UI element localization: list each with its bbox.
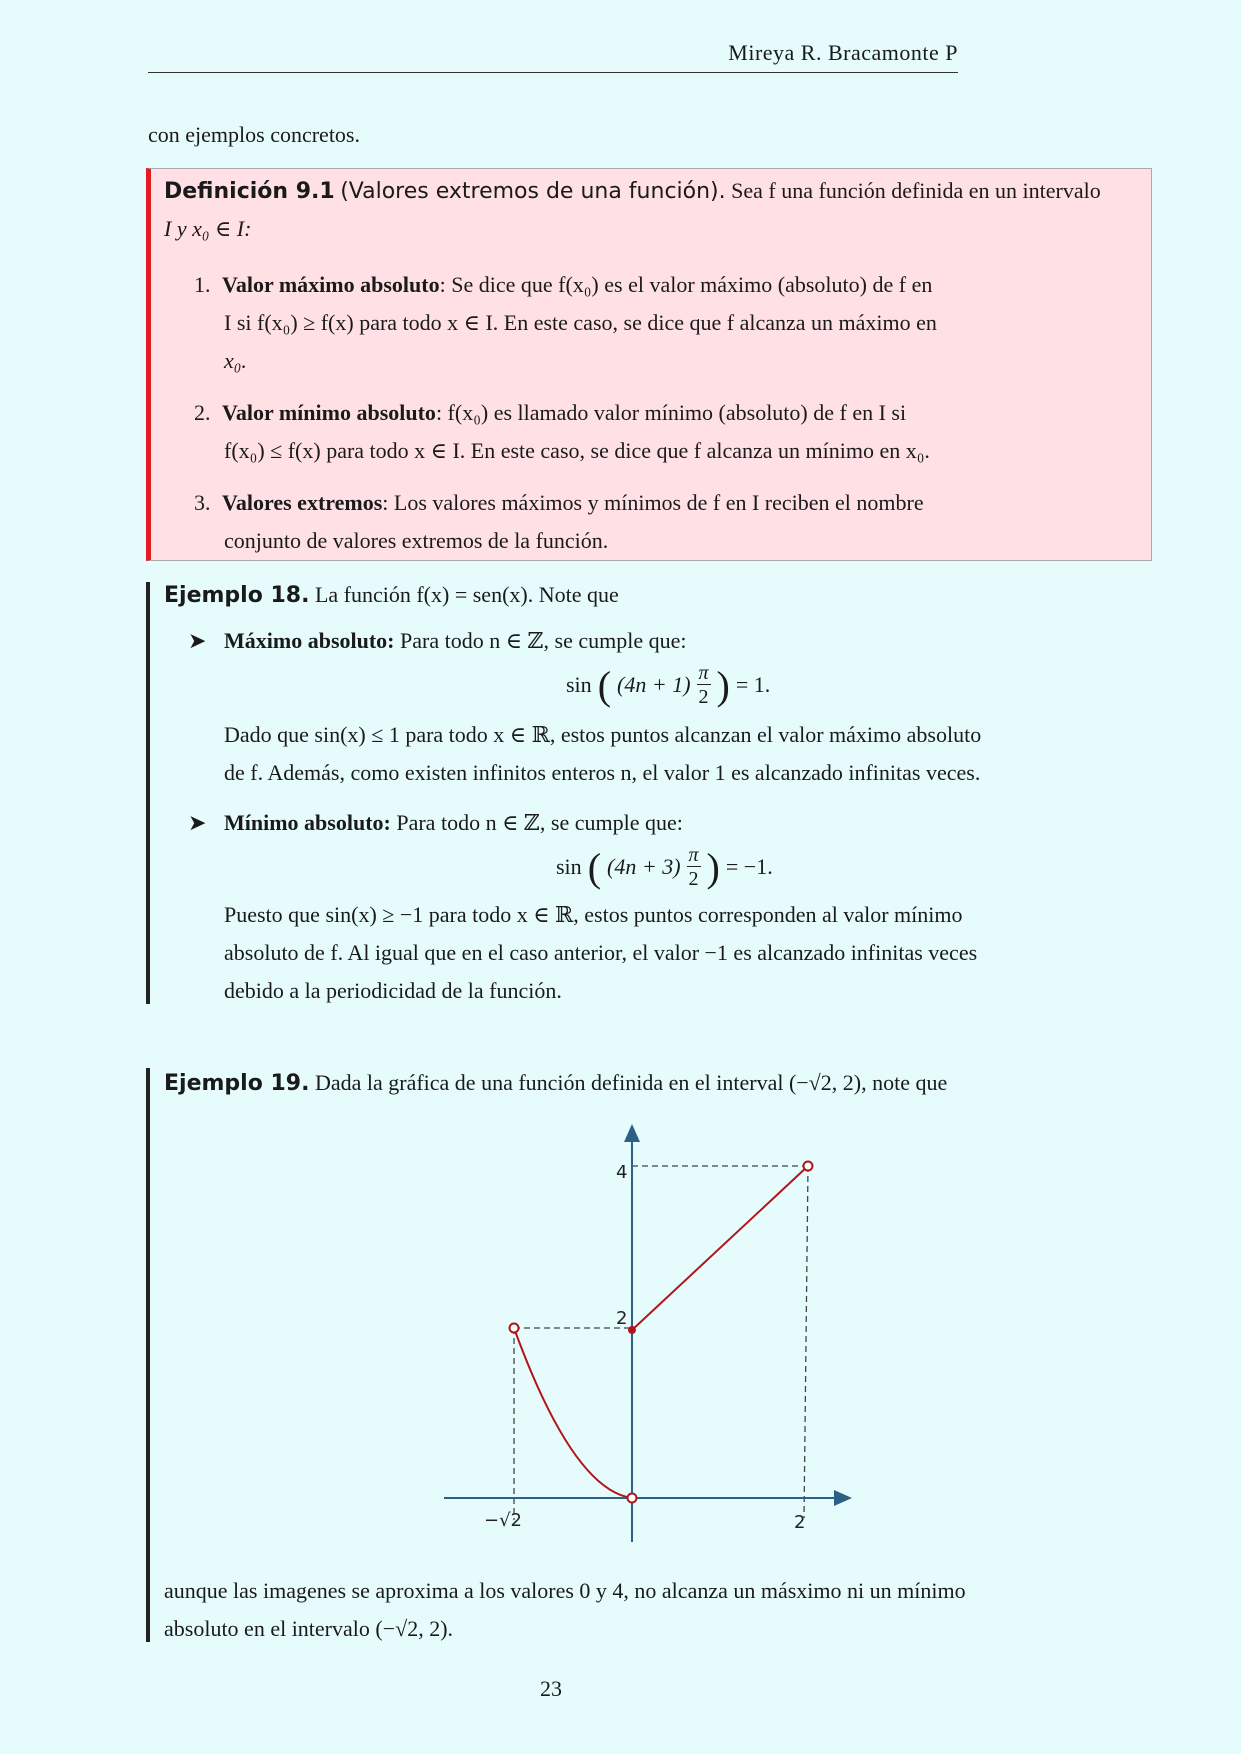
parabola-segment (514, 1328, 632, 1498)
example-18-label: Ejemplo 18. (164, 583, 310, 608)
definition-item-1-line-2: I si f(x₀) ≥ f(x) para todo x ∈ I. En este caso, se dice que f alcanza un máximo en (224, 310, 937, 335)
max-bullet-icon: ➤ (188, 628, 207, 653)
item-number: 3. (194, 490, 211, 515)
min-heading (224, 810, 683, 836)
definition-item-1 (194, 272, 932, 298)
example-18-bar (146, 582, 150, 1004)
item-term: Valores extremos (222, 490, 383, 515)
y-tick-4: 4 (616, 1162, 628, 1183)
min-line-2: absoluto de f. Al igual que en el caso anterior, el valor −1 es alcanzado infinitas veces (224, 940, 978, 965)
min-line-3: debido a la periodicidad de la función. (224, 978, 562, 1003)
definition-item-1-line-3: x₀. (224, 348, 247, 373)
definition-item-2-line-2: f(x₀) ≤ f(x) para todo x ∈ I. En este caso, se dice que f alcanza un mínimo en x₀. (224, 438, 930, 463)
intro-text: con ejemplos concretos. (148, 122, 360, 147)
max-heading (224, 628, 687, 654)
eq-inner: (4n + 3) (607, 854, 681, 879)
definition-item-2 (194, 400, 906, 426)
closed-point-y2 (628, 1326, 636, 1334)
example-19-heading (164, 1070, 947, 1096)
open-point-left (510, 1324, 519, 1333)
eq-func: sin (556, 854, 582, 879)
example-19-closing-1: aunque las imagenes se aproxima a los valores 0 y 4, no alcanza un másximo ni un mínimo (164, 1578, 966, 1603)
item-text: : f(x₀) es llamado valor mínimo (absoluto) de f en I si (435, 400, 907, 425)
open-point-right (804, 1162, 813, 1171)
definition-intro-2: I y x₀ ∈ I: (164, 216, 252, 241)
eq-result: = 1. (735, 672, 771, 697)
item-term: Valor máximo absoluto (222, 272, 440, 297)
item-term: Valor mínimo absoluto (222, 400, 436, 425)
definition-item-3-line-2: conjunto de valores extremos de la función. (224, 528, 609, 553)
page-number: 23 (540, 1676, 562, 1701)
eq-inner: (4n + 1) (617, 672, 691, 697)
definition-item-3 (194, 490, 924, 516)
min-text: Para todo n ∈ ℤ, se cumple que: (396, 810, 683, 835)
item-number: 1. (194, 272, 211, 297)
eq-fraction: $\frac{\pi}{2}$ (688, 844, 699, 890)
line-segment (632, 1166, 808, 1330)
max-text: Para todo n ∈ ℤ, se cumple que: (400, 628, 687, 653)
guide-x2 (804, 1166, 808, 1518)
definition-heading (164, 178, 1101, 204)
min-title: Mínimo absoluto: (224, 810, 391, 835)
min-bullet-icon: ➤ (188, 810, 207, 835)
min-line-1: Puesto que sin(x) ≥ −1 para todo x ∈ ℝ, estos puntos corresponden al valor mínimo (224, 902, 963, 927)
eq-func: sin (566, 672, 592, 697)
y-tick-2: 2 (616, 1308, 628, 1329)
max-equation: sin ( (4n + 1) $\frac{\pi}{2}$ ) = 1. (566, 662, 771, 708)
definition-title: (Valores extremos de una función). (340, 179, 726, 204)
example-19-label: Ejemplo 19. (164, 1071, 310, 1096)
item-text: : Los valores máximos y mínimos de f en I reciben el nombre (382, 490, 924, 515)
item-text: : Se dice que f(x₀) es el valor máximo (absoluto) de f en (439, 272, 933, 297)
eq-result: = −1. (725, 854, 773, 879)
header-author: Mireya R. Bracamonte P (728, 40, 958, 65)
x-tick-neg: −√2 (484, 1510, 523, 1531)
max-line-1: Dado que sin(x) ≤ 1 para todo x ∈ ℝ, estos puntos alcanzan el valor máximo absoluto (224, 722, 982, 747)
function-graph (430, 1118, 860, 1548)
max-line-2: de f. Además, como existen infinitos enteros n, el valor 1 es alcanzado infinitas veces. (224, 760, 981, 785)
example-18-heading (164, 582, 619, 608)
min-equation: sin ( (4n + 3) $\frac{\pi}{2}$ ) = −1. (556, 844, 773, 890)
example-19-bar (146, 1068, 150, 1642)
eq-fraction: $\frac{\pi}{2}$ (698, 662, 709, 708)
open-point-origin (628, 1494, 637, 1503)
max-title: Máximo absoluto: (224, 628, 395, 653)
x-tick-pos: 2 (794, 1512, 806, 1533)
example-18-text: La función f(x) = sen(x). Note que (314, 582, 619, 607)
definition-intro-1: Sea f una función definida en un intervalo (731, 178, 1101, 203)
example-19-text: Dada la gráfica de una función definida en el interval (−√2, 2), note que (314, 1070, 948, 1095)
header-rule (148, 72, 958, 73)
definition-label: Definición 9.1 (164, 179, 335, 204)
example-19-closing-2: absoluto en el intervalo (−√2, 2). (164, 1616, 454, 1641)
item-number: 2. (194, 400, 211, 425)
